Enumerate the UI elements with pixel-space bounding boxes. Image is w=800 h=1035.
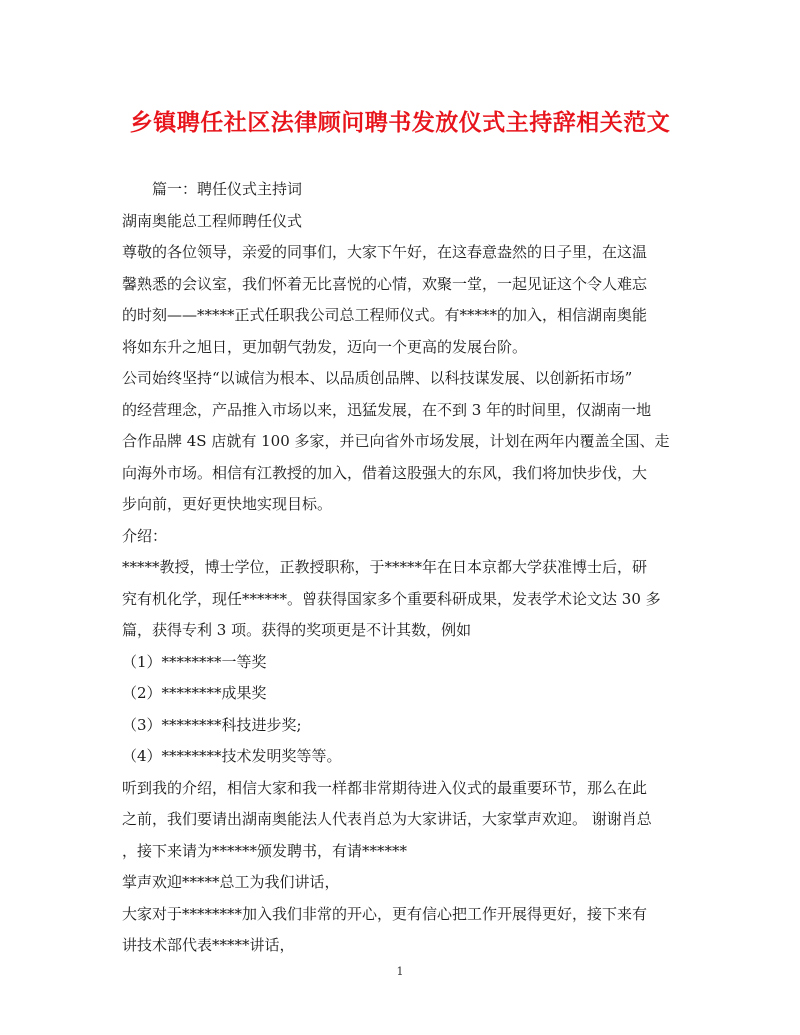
section-heading: 篇一：聘任仪式主持词 bbox=[152, 180, 303, 198]
award-list-item: （1）********一等奖 bbox=[122, 652, 267, 671]
document-title: 乡镇聘任社区法律顾问聘书发放仪式主持辞相关范文 bbox=[129, 110, 671, 136]
paragraph-line: 究有机化学，现任******。曾获得国家多个重要科研成果，发表学术论文达 30 多 bbox=[122, 589, 661, 608]
paragraph-line: 合作品牌 4S 店就有 100 多家，并已向省外市场发展，计划在两年内覆盖全国、走 bbox=[122, 432, 670, 450]
paragraph-line: 馨熟悉的会议室，我们怀着无比喜悦的心情，欢聚一堂，一起见证这个令人难忘 bbox=[122, 274, 648, 293]
award-list-item: （2）********成果奖 bbox=[122, 684, 267, 702]
paragraph-line: *****教授，博士学位，正教授职称，于*****年在日本京都大学获准博士后，研 bbox=[122, 558, 648, 576]
paragraph-line: 掌声欢迎*****总工为我们讲话， bbox=[122, 873, 340, 891]
paragraph-line: 听到我的介绍，相信大家和我一样都非常期待进入仪式的最重要环节，那么在此 bbox=[122, 778, 648, 797]
paragraph-line: 篇，获得专利 3 项。获得的奖项更是不计其数，例如 bbox=[122, 621, 472, 639]
paragraph-line: 湖南奥能总工程师聘任仪式 bbox=[122, 211, 303, 230]
paragraph-line: 向海外市场。相信有江教授的加入，借着这股强大的东风，我们将加快步伐，大 bbox=[122, 463, 648, 482]
document-body bbox=[122, 174, 682, 962]
paragraph-line: ，接下来请为******颁发聘书，有请****** bbox=[122, 841, 408, 860]
paragraph-line: 大家对于********加入我们非常的开心，更有信心把工作开展得更好，接下来有 bbox=[122, 904, 648, 923]
paragraph-line: 讲技术部代表*****讲话， bbox=[122, 936, 295, 954]
paragraph-line: 公司始终坚持“以诚信为根本、以品质创品牌、以科技谋发展、以创新拓市场” bbox=[122, 369, 633, 387]
paragraph-line: 的经营理念，产品推入市场以来，迅猛发展，在不到 3 年的时间里，仅湖南一地 bbox=[122, 400, 652, 419]
page-number: 1 bbox=[396, 965, 404, 978]
paragraph-line: 步向前，更好更快地实现目标。 bbox=[122, 495, 333, 513]
award-list-item: （4）********技术发明奖等等。 bbox=[122, 747, 342, 765]
paragraph-line: 之前，我们要请出湖南奥能法人代表肖总为大家讲话，大家掌声欢迎。 谢谢肖总 bbox=[122, 810, 652, 828]
award-list-item: （3）********科技进步奖; bbox=[122, 715, 302, 734]
paragraph-line: 介绍： bbox=[122, 526, 168, 545]
paragraph-line: 尊敬的各位领导，亲爱的同事们，大家下午好，在这春意盎然的日子里，在这温 bbox=[122, 243, 648, 261]
paragraph-line: 将如东升之旭日，更加朝气勃发，迈向一个更高的发展台阶。 bbox=[122, 337, 528, 356]
paragraph-line: 的时刻——*****正式任职我公司总工程师仪式。有*****的加入，相信湖南奥能 bbox=[122, 306, 648, 324]
